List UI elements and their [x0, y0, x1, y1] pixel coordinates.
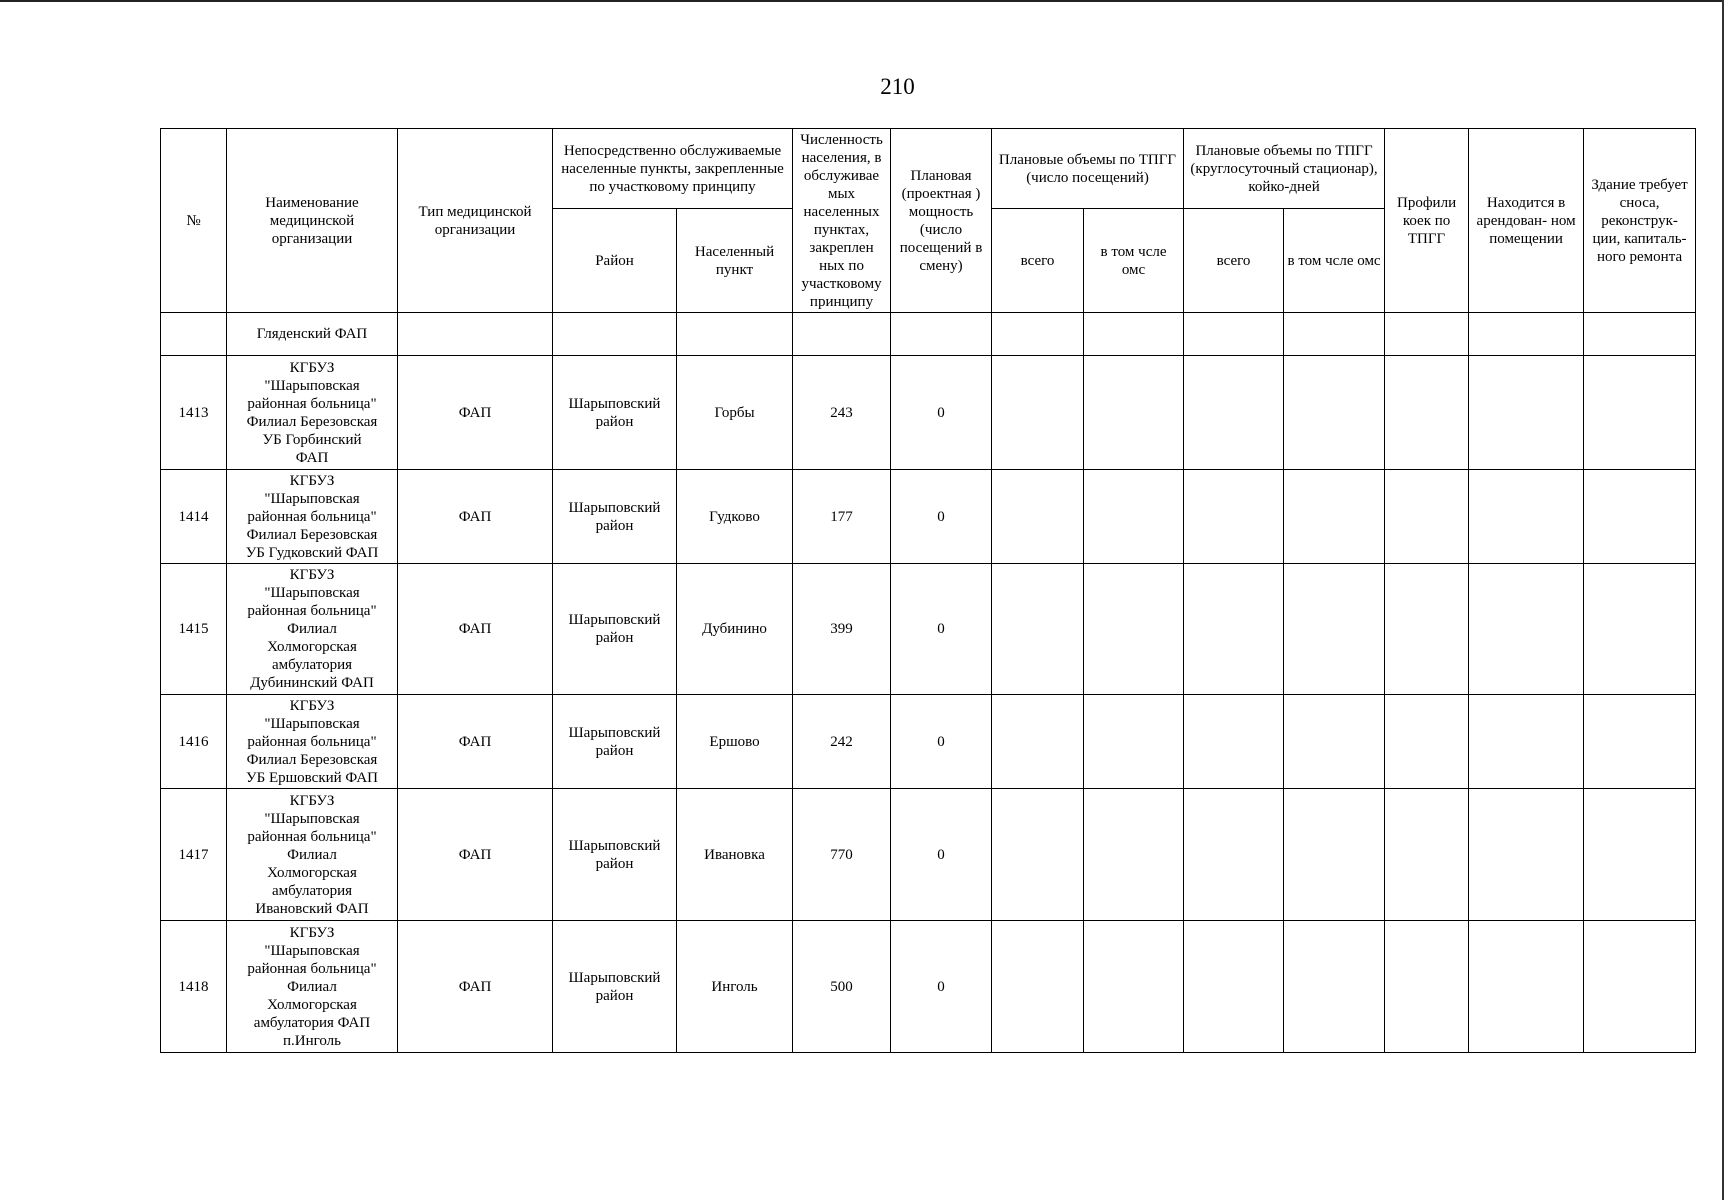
header-beddays-oms: в том чсле омс: [1284, 209, 1385, 313]
org-name-line: Филиал Березовская: [246, 526, 378, 543]
cell-bed-profiles: [1385, 564, 1469, 695]
cell-org-type: ФАП: [398, 470, 553, 564]
cell-beddays-oms: [1284, 695, 1385, 789]
cell-demolition: [1584, 356, 1696, 470]
cell-num: 1418: [161, 921, 227, 1053]
cell-beddays-total: [1184, 313, 1284, 356]
org-name-line: Филиал: [287, 621, 337, 637]
registry-table: [160, 128, 1696, 1053]
org-name-line: "Шарыповская: [264, 377, 360, 394]
header-district: Район: [553, 209, 677, 313]
cell-beddays-oms: [1284, 313, 1385, 356]
org-name-line: КГБУЗ: [289, 697, 335, 714]
org-name-line: "Шарыповская: [264, 810, 360, 827]
org-name-line: "Шарыповская: [264, 942, 360, 959]
header-org-type: Тип медицинской организации: [398, 129, 553, 313]
cell-beddays-total: [1184, 921, 1284, 1053]
cell-demolition: [1584, 921, 1696, 1053]
cell-settlement: Дубинино: [677, 564, 793, 695]
org-name-line: районная больница": [247, 828, 377, 845]
cell-bed-profiles: [1385, 789, 1469, 921]
cell-capacity: 0: [891, 564, 992, 695]
cell-num: 1414: [161, 470, 227, 564]
org-name-line: КГБУЗ: [289, 924, 335, 941]
cell-settlement: Ивановка: [677, 789, 793, 921]
cell-visits-total: [992, 356, 1084, 470]
org-name-line: КГБУЗ: [289, 567, 335, 583]
cell-demolition: [1584, 470, 1696, 564]
cell-visits-total: [992, 921, 1084, 1053]
cell-district: Шарыповский район: [553, 356, 677, 470]
cell-population: 177: [793, 470, 891, 564]
header-population: Численность населения, в обслуживае мых населенных пунктах, закреплен ных по участковому принципу: [793, 129, 891, 313]
cell-capacity: 0: [891, 356, 992, 470]
cell-rented: [1469, 564, 1584, 695]
cell-beddays-total: [1184, 789, 1284, 921]
cell-capacity: 0: [891, 470, 992, 564]
org-name-line: "Шарыповская: [264, 715, 360, 732]
header-planned-capacity: Плановая (проектная ) мощность (число посещений в смену): [891, 129, 992, 313]
org-name-line: амбулатория: [271, 657, 353, 673]
cell-org-name: Гляденский ФАП: [227, 313, 398, 356]
header-visits-total: всего: [992, 209, 1084, 313]
cell-org-name: [227, 564, 398, 695]
table-row: [161, 470, 1696, 564]
org-name-line: п.Инголь: [282, 1032, 342, 1049]
cell-num: 1417: [161, 789, 227, 921]
table-row-continuation: [161, 313, 1696, 356]
cell-district: Шарыповский район: [553, 470, 677, 564]
cell-beddays-oms: [1284, 470, 1385, 564]
scan-edge-top: [0, 0, 1724, 2]
cell-beddays-total: [1184, 564, 1284, 695]
cell-org-type: ФАП: [398, 356, 553, 470]
header-demolition: Здание требует сноса, реконструк- ции, капиталь- ного ремонта: [1584, 129, 1696, 313]
org-name-line: КГБУЗ: [289, 792, 335, 809]
org-name-line: "Шарыповская: [264, 490, 360, 507]
cell-visits-total: [992, 564, 1084, 695]
org-name-line: УБ Горбинский: [262, 431, 362, 448]
cell-visits-oms: [1084, 313, 1184, 356]
cell-visits-oms: [1084, 470, 1184, 564]
cell-district: Шарыповский район: [553, 921, 677, 1053]
table-row: [161, 695, 1696, 789]
page-number: 210: [880, 74, 915, 99]
cell-visits-total: [992, 789, 1084, 921]
cell-visits-total: [992, 695, 1084, 789]
cell-demolition: [1584, 789, 1696, 921]
org-name-line: Филиал Березовская: [246, 413, 378, 430]
org-name-line: "Шарыповская: [264, 585, 360, 601]
cell-visits-oms: [1084, 695, 1184, 789]
cell-rented: [1469, 695, 1584, 789]
header-beddays-group: Плановые объемы по ТПГГ (круглосуточный стационар), койко-дней: [1184, 129, 1385, 209]
cell-rented: [1469, 789, 1584, 921]
org-name-line: Филиал Березовская: [246, 751, 378, 768]
cell-population: 500: [793, 921, 891, 1053]
cell-rented: [1469, 470, 1584, 564]
header-num: №: [161, 129, 227, 313]
table-row: [161, 564, 1696, 695]
table-row: [161, 356, 1696, 470]
cell-org-name: [227, 789, 398, 921]
cell-org-type: [398, 313, 553, 356]
cell-org-type: ФАП: [398, 789, 553, 921]
cell-bed-profiles: [1385, 356, 1469, 470]
cell-bed-profiles: [1385, 313, 1469, 356]
cell-demolition: [1584, 564, 1696, 695]
cell-org-name: [227, 921, 398, 1053]
header-settlement: Населенный пункт: [677, 209, 793, 313]
table-row: [161, 921, 1696, 1053]
org-name-line: Дубининский ФАП: [250, 675, 374, 691]
cell-rented: [1469, 313, 1584, 356]
cell-org-name: [227, 695, 398, 789]
cell-beddays-total: [1184, 356, 1284, 470]
org-name-line: КГБУЗ: [289, 359, 335, 376]
org-name-line: районная больница": [247, 733, 377, 750]
org-name-line: районная больница": [247, 395, 377, 412]
cell-settlement: Горбы: [677, 356, 793, 470]
org-name-line: Холмогорская: [267, 864, 357, 881]
org-name-line: Филиал: [287, 846, 337, 863]
cell-population: 242: [793, 695, 891, 789]
org-name-line: ФАП: [295, 449, 329, 466]
cell-capacity: 0: [891, 921, 992, 1053]
cell-visits-oms: [1084, 921, 1184, 1053]
cell-population: 399: [793, 564, 891, 695]
cell-visits-oms: [1084, 564, 1184, 695]
org-name-line: Холмогорская: [267, 639, 357, 655]
cell-beddays-oms: [1284, 356, 1385, 470]
header-beddays-total: всего: [1184, 209, 1284, 313]
cell-district: [553, 313, 677, 356]
cell-population: 770: [793, 789, 891, 921]
org-name-line: УБ Гудковский ФАП: [245, 544, 379, 561]
cell-num: 1416: [161, 695, 227, 789]
table-row: [161, 789, 1696, 921]
cell-settlement: Инголь: [677, 921, 793, 1053]
cell-visits-oms: [1084, 356, 1184, 470]
cell-beddays-oms: [1284, 789, 1385, 921]
cell-beddays-oms: [1284, 564, 1385, 695]
cell-district: Шарыповский район: [553, 695, 677, 789]
cell-num: [161, 313, 227, 356]
org-name-line: амбулатория ФАП: [253, 1014, 371, 1031]
cell-beddays-total: [1184, 470, 1284, 564]
cell-population: [793, 313, 891, 356]
cell-visits-oms: [1084, 789, 1184, 921]
cell-district: Шарыповский район: [553, 564, 677, 695]
cell-bed-profiles: [1385, 695, 1469, 789]
org-name-line: амбулатория: [271, 882, 353, 899]
cell-capacity: 0: [891, 695, 992, 789]
cell-beddays-oms: [1284, 921, 1385, 1053]
header-rented: Находится в арендован- ном помещении: [1469, 129, 1584, 313]
cell-capacity: [891, 313, 992, 356]
org-name-line: Холмогорская: [267, 996, 357, 1013]
cell-num: 1415: [161, 564, 227, 695]
cell-population: 243: [793, 356, 891, 470]
cell-settlement: [677, 313, 793, 356]
cell-beddays-total: [1184, 695, 1284, 789]
cell-district: Шарыповский район: [553, 789, 677, 921]
header-row-1: [161, 129, 1696, 209]
org-name-line: районная больница": [247, 960, 377, 977]
cell-visits-total: [992, 313, 1084, 356]
org-name-line: УБ Ершовский ФАП: [245, 769, 378, 786]
cell-capacity: 0: [891, 789, 992, 921]
cell-bed-profiles: [1385, 921, 1469, 1053]
cell-settlement: Ершово: [677, 695, 793, 789]
header-visits-group: Плановые объемы по ТПГГ (число посещений): [992, 129, 1184, 209]
org-name-line: КГБУЗ: [289, 472, 335, 489]
cell-demolition: [1584, 313, 1696, 356]
cell-org-type: ФАП: [398, 921, 553, 1053]
cell-org-name: [227, 470, 398, 564]
header-org-name: Наименование медицинской организации: [227, 129, 398, 313]
header-served-settlements: Непосредственно обслуживаемые населенные пункты, закрепленные по участковому принципу: [553, 129, 793, 209]
cell-settlement: Гудково: [677, 470, 793, 564]
cell-org-name: [227, 356, 398, 470]
cell-rented: [1469, 356, 1584, 470]
cell-org-type: ФАП: [398, 695, 553, 789]
cell-org-type: ФАП: [398, 564, 553, 695]
cell-bed-profiles: [1385, 470, 1469, 564]
cell-visits-total: [992, 470, 1084, 564]
cell-demolition: [1584, 695, 1696, 789]
org-name-line: районная больница": [247, 603, 377, 619]
org-name-line: Ивановский ФАП: [255, 900, 369, 917]
cell-num: 1413: [161, 356, 227, 470]
header-bed-profiles: Профили коек по ТПГГ: [1385, 129, 1469, 313]
cell-rented: [1469, 921, 1584, 1053]
org-name-line: районная больница": [247, 508, 377, 525]
org-name-line: Филиал: [287, 978, 337, 995]
header-visits-oms: в том чсле омс: [1084, 209, 1184, 313]
